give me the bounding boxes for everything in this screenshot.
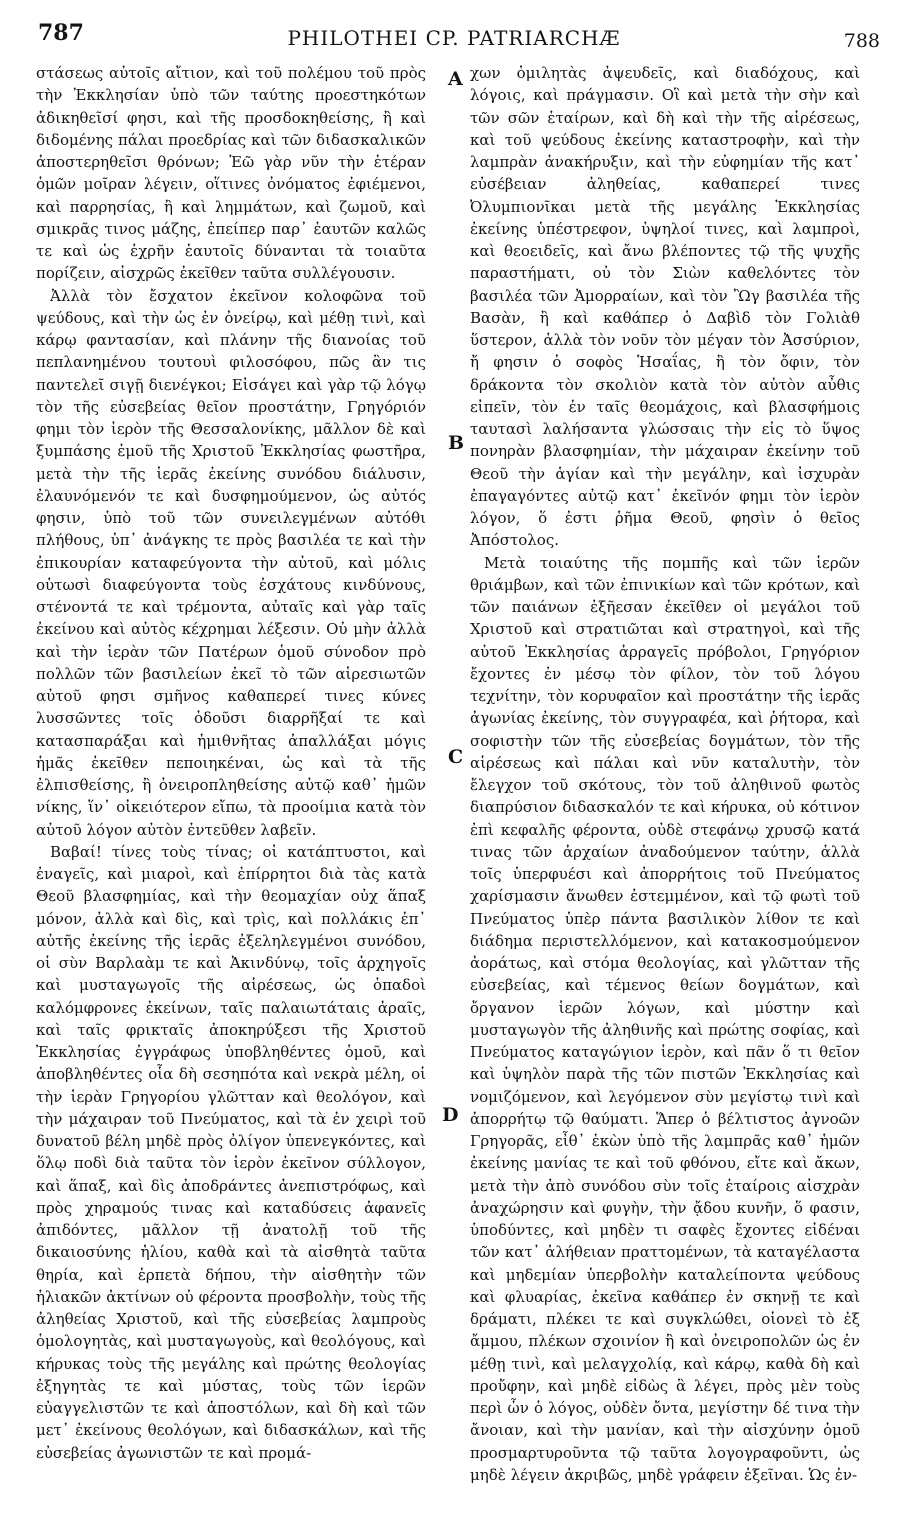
right-paragraph-1: χων ὁμιλητὰς ἀψευδεῖς, καὶ διαδόχους, καὶ λόγοις, καὶ πράγμασιν. Οἳ καὶ μετὰ τὴν σὴν καὶ τῶν σῶν ἑταίρων, καὶ δὴ καὶ τὴν τῆς αἱρέσεως, καὶ τοῦ ψεύδους ἐκείνης καταστροφὴν, καὶ τὴν λαμπρὰν ἀνακήρυξιν, καὶ τὴν εὐφημίαν τῆς κατ᾽ εὐσέβειαν ἀληθείας, καθαπερεί τινες Ὀλυμπιονῖκαι μετὰ τῆς μεγάλης Ἐκκλησίας ἐκείνης ὑπέστρεφον, ὑψηλοί τινες, καὶ λαμπροὶ, καὶ θεοειδεῖς, καὶ ἄνω βλέποντες τῷ τῆς ψυχῆς παραστήματι, οὐ τὸν Σιὼν καθελόντες τὸν βασιλέα τῶν Ἀμορραίων, καὶ τὸν Ὢγ βασιλέα τῆς Βασὰν, ἢ καὶ καθάπερ ὁ Δαβὶδ τὸν Γολιὰθ ὕστερον, ἀλλὰ τὸν νοῦν τὸν μέγαν τὸν Ἀσσύριον, ἤ φησιν ὁ σοφὸς Ἡσαΐας, ἢ τὸν ὄφιν, τὸν δράκοντα τὸν σκολιὸν κατὰ τὸν αὐτὸν αὖθις εἰπεῖν, τὸν ἐν ταῖς θεομάχοις, καὶ βλασφήμοις ταυτασὶ λαλήσαντα γλώσσαις τὴν εἰς τὸ ὕψος πονηρὰν βλασφημίαν, τὴν μάχαιραν ἐκείνην τοῦ Θεοῦ τὴν ἁγίαν καὶ τὴν μεγάλην, καὶ ἰσχυρὰν ἐπαγαγόντες αὐτῷ κατ᾽ ἐκεῖνόν φημι τὸν ἱερὸν λόγον, ὅ ἐστι ῥῆμα Θεοῦ, φησὶν ὁ θεῖος Ἀπόστολος.	[470, 64, 860, 550]
margin-marker-b: B	[448, 432, 465, 454]
left-column	[36, 62, 426, 1464]
running-title: PHILOTHEI CP. PATRIARCHÆ	[287, 26, 621, 50]
margin-marker-c: C	[448, 746, 464, 768]
page-header	[28, 14, 880, 52]
right-column	[470, 62, 860, 1486]
left-paragraph-2: Ἀλλὰ τὸν ἔσχατον ἐκεῖνον κολοφῶνα τοῦ ψεύδους, καὶ τὴν ὡς ἐν ὀνείρῳ, καὶ μέθῃ τινὶ, καὶ κάρῳ φαντασίαν, καὶ πλάνην τῆς διανοίας τοῦ πεπλανημένου τουτουὶ φιλοσόφου, πῶς ἂν τις παντελεῖ σιγῇ διενέγκοι; Εἰσάγει καὶ γὰρ τῷ λόγῳ τὸν τῆς εὐσεβείας θεῖον προστάτην, Γρηγόριόν φημι τὸν ἱερὸν τῆς Θεσσαλονίκης, μᾶλλον δὲ καὶ ξυμπάσης ἐμοῦ τῆς Χριστοῦ Ἐκκλησίας φωστῆρα, μετὰ τὴν τῆς ἱερᾶς ἐκείνης συνόδου διάλυσιν, ἐλαυνόμενόν τε καὶ δυσφημούμενον, ὡς αὐτός φησιν, ὑπὸ τοῦ τῶν συνειλεγμένων αὐτόθι πλήθους, ὑπ᾽ ἀνάγκης τε πρὸς βασιλέα τε καὶ τὴν ἐπικουρίαν καταφεύγοντα τὴν αὐτοῦ, καὶ μόλις οὑτωσὶ διαφεύγοντα τοὺς ἐσχάτους κινδύνους, στένοντά τε καὶ τρέμοντα, αὐταῖς καὶ γὰρ ταῖς ἐκείνου καὶ αὐτὸς κέχρημαι λέξεσιν. Οὐ μὴν ἀλλὰ καὶ τὴν ἱερὰν τῶν Πατέρων ὁμοῦ σύνοδον πρὸ πολλῶν τῶν βασιλείων ἐκεῖ τὸ τῶν αἱρεσιωτῶν αὐτοῦ φησι σμῆνος καθαπερεί τινες κύνες λυσσῶντες τοῖς ὀδοῦσι διαρρῆξαί τε καὶ κατασπαράξαι καὶ ἡμιθνῆτας ἀπαλλάξαι μόγις ἡμᾶς ἐκεῖθεν πεποιηκέναι, ὡς καὶ τὰ τῆς ἐλπισθείσης, ἢ ὀνειροπληθείσης αὐτῷ καθ᾽ ἡμῶν νίκης, ἵν᾽ οἰκειότερον εἴπω, τὰ προοίμια κατὰ τὸν αὐτοῦ λόγον αὐτὸν ἐντεῦθεν λαβεῖν.	[36, 286, 426, 839]
margin-marker-a: A	[448, 68, 463, 90]
margin-marker-d: D	[442, 1104, 459, 1126]
page-number-right: 788	[843, 30, 880, 52]
left-paragraph-1: στάσεως αὐτοῖς αἴτιον, καὶ τοῦ πολέμου τοῦ πρὸς τὴν Ἐκκλησίαν ὑπὸ τῶν ταύτης προεστηκότων ἀδικηθεῖσί φησι, καὶ τῆς προσδοκηθείσης, ἢ καὶ διδομένης πάλαι προεδρίας καὶ τῶν διδασκαλικῶν ἀποστερηθεῖσι θρόνων; Ἐῶ γὰρ νῦν τὴν ἑτέραν ὁμῶν μοῖραν λέγειν, οἵτινες ὀνόματος ἐφιέμενοι, καὶ παρρησίας, ἢ καὶ λημμάτων, καὶ ζωμοῦ, καὶ σμικρᾶς τινος μάζης, ἐπείπερ παρ᾽ ἑαυτῶν καλῶς τε καὶ ὡς ἐχρῆν ἑαυτοῖς δύνανται τὰ τοιαῦτα πορίζειν, αἰσχρῶς ἐκεῖθεν ταῦτα συλλέγουσιν.	[36, 64, 426, 283]
page-number-left: 787	[38, 20, 84, 46]
right-paragraph-2: Μετὰ τοιαύτης τῆς πομπῆς καὶ τῶν ἱερῶν θριάμβων, καὶ τῶν ἐπινικίων καὶ τῶν κρότων, καὶ τῶν παιάνων ἐξῆεσαν ἐκεῖθεν οἱ μεγάλοι τοῦ Χριστοῦ καὶ στρατιῶται καὶ στρατηγοὶ, καὶ τῆς αὐτοῦ Ἐκκλησίας ἀρραγεῖς πρόβολοι, Γρηγόριον ἔχοντες ἐν μέσῳ τὸν φίλον, τὸν τοῦ λόγου τεχνίτην, τὸν κορυφαῖον καὶ προστάτην τῆς ἱερᾶς ἀγωνίας ἐκείνης, τὸν συγγραφέα, καὶ ῥήτορα, καὶ σοφιστὴν τῶν τῆς εὐσεβείας δογμάτων, τὸν τῆς αἱρέσεως καὶ πάλαι καὶ νῦν καταλυτὴν, τὸν ἔλεγχον τοῦ σκότους, τὸν τοῦ ἀληθινοῦ φωτὸς διαπρύσιον διδασκαλόν τε καὶ κήρυκα, οὐ κότινον ἐπὶ κεφαλῆς φέροντα, οὐδὲ στεφάνῳ χρυσῷ κατά τινας τῶν ἀρχαίων ἀναδούμενον ταύτην, ἀλλὰ τοῖς ὑπερφυέσι καὶ ἀπορρήτοις τοῦ Πνεύματος χαρίσμασιν ἄνωθεν ἐστεμμένον, καὶ τῷ φωτὶ τοῦ Πνεύματος ὑπὲρ πάντα βασιλικὸν λίθον τε καὶ διάδημα περιστελλόμενον, καὶ κατακοσμούμενον ἀοράτως, καὶ στόμα θεολογίας, καὶ γλῶτταν τῆς εὐσεβείας, καὶ τέμενος θείων δογμάτων, καὶ ὄργανον ἱερῶν λόγων, καὶ μύστην καὶ μυσταγωγὸν τῆς ἀληθινῆς καὶ πρώτης σοφίας, καὶ Πνεύματος καταγώγιον ἱερὸν, καὶ πᾶν ὅ τι θεῖον καὶ ὑψηλὸν παρὰ τῆς τῶν πιστῶν Ἐκκλησίας καὶ νομιζόμενον, καὶ λεγόμενον σὺν μεγίστῳ τινὶ καὶ ἀπορρήτῳ τῷ θαύματι. Ἅπερ ὁ βέλτιστος ἀγνοῶν Γρηγορᾶς, εἶθ᾽ ἑκὼν ὑπὸ τῆς λαμπρᾶς καθ᾽ ἡμῶν ἐκείνης μανίας τε καὶ τοῦ φθόνου, εἴτε καὶ ἄκων, μετὰ τὴν ἀπὸ συνόδου σὺν τοῖς ἑταίροις αἰσχρὰν ἀναχώρησιν καὶ φυγὴν, τὴν ᾄδου κυνῆν, ὅ φασιν, ὑποδύντες, καὶ μηδὲν τι σαφὲς ἔχοντες εἰδέναι τῶν κατ᾽ ἀλήθειαν πραττομένων, τὰ καταγέλαστα καὶ μηδεμίαν ὑπερβολὴν καταλείποντα ψεύδους καὶ φλυαρίας, ἐκεῖνα καθάπερ ἐν σκηνῇ τε καὶ δράματι, πλέκει τε καὶ συγκλώθει, οἱονεὶ τὸ ἐξ ἄμμου, πλέκων σχοινίον ἢ καὶ ὀνειροπολῶν ὡς ἐν μέθῃ τινὶ, καὶ μελαγχολίᾳ, καὶ κάρῳ, καθὰ δὴ καὶ προὔφην, καὶ μηδὲ εἰδὼς ἃ λέγει, πρὸς μὲν τοὺς περὶ ὧν ὁ λόγος, οὐδὲν ὄντα, μεγίστην δέ τινα τὴν ἄνοιαν, καὶ τὴν μανίαν, καὶ τὴν αἰσχύνην ὁμοῦ προσμαρτυροῦντα τῷ ταῦτα λογογραφοῦντι, ὡς μηδὲ λέγειν ἀκριβῶς, μηδὲ γράφειν ἐξεῖναι. Ὡς ἐν-	[470, 553, 860, 1484]
left-paragraph-3: Βαβαί! τίνες τοὺς τίνας; οἱ κατάπτυστοι, καὶ ἐναγεῖς, καὶ μιαροὶ, καὶ ἐπίρρητοι διὰ τὰς κατὰ Θεοῦ βλασφημίας, καὶ τὴν θεομαχίαν οὐχ ἅπαξ μόνον, ἀλλὰ καὶ δὶς, καὶ τρὶς, καὶ πολλάκις ἐπ᾽ αὐτῆς ἐκείνης τῆς ἱερᾶς ἐξεληλεγμένοι συνόδου, οἱ σὺν Βαρλαὰμ τε καὶ Ἀκινδύνῳ, τοῖς ἀρχηγοῖς καὶ μυσταγωγοῖς τῆς αἱρέσεως, ὡς ὁπαδοὶ καλόμφρονες ἐκείνων, ταῖς παλαιωτάταις ἀραῖς, καὶ ταῖς φρικταῖς ἀποκηρύξεσι τῆς Χριστοῦ Ἐκκλησίας ἐγγράφως ὑποβληθέντες ὁμοῦ, καὶ ἀποβληθέντες οἷα δὴ σεσηπότα καὶ νεκρὰ μέλη, οἱ τὴν ἱερὰν Γρηγορίου γλῶτταν καὶ θεολόγον, καὶ τὴν μάχαιραν τοῦ Πνεύματος, καὶ τὰ ἐν χειρὶ τοῦ δυνατοῦ βέλη μηδὲ πρὸς ὀλίγον ὑπενεγκόντες, καὶ ὅλῳ ποδὶ διὰ ταῦτα τὸν ἱερὸν ἐκεῖνον σύλλογον, καὶ ἅπαξ, καὶ δὶς ἀποδράντες ἀνεπιστρόφως, καὶ πρὸς χηραμούς τινας καὶ καταδύσεις ἀφανεῖς ἀπιδόντες, μᾶλλον τῇ ἀνατολῇ τοῦ τῆς δικαιοσύνης ἡλίου, καθὰ καὶ τὰ αἰσθητὰ ταῦτα θηρία, καὶ ἑρπετὰ δήπου, τὴν αἰσθητὴν τῶν ἡλιακῶν ἀκτίνων οὐ φέροντα προσβολὴν, τοὺς τῆς ἀληθείας Χριστοῦ, καὶ τῆς εὐσεβείας λαμπροὺς ὁμολογητὰς, καὶ μυσταγωγοὺς, καὶ θεολόγους, καὶ κήρυκας τοὺς τῆς μεγάλης καὶ πρώτης θεολογίας ἐξηγητὰς τε καὶ μύστας, τοὺς τῶν ἱερῶν εὐαγγελιστῶν τε καὶ ἀποστόλων, καὶ δὴ καὶ τῶν μετ᾽ ἐκείνους θεολόγων, καὶ διδασκάλων, καὶ τῆς εὐσεβείας ἀγωνιστῶν τε καὶ προμά-	[36, 842, 426, 1462]
